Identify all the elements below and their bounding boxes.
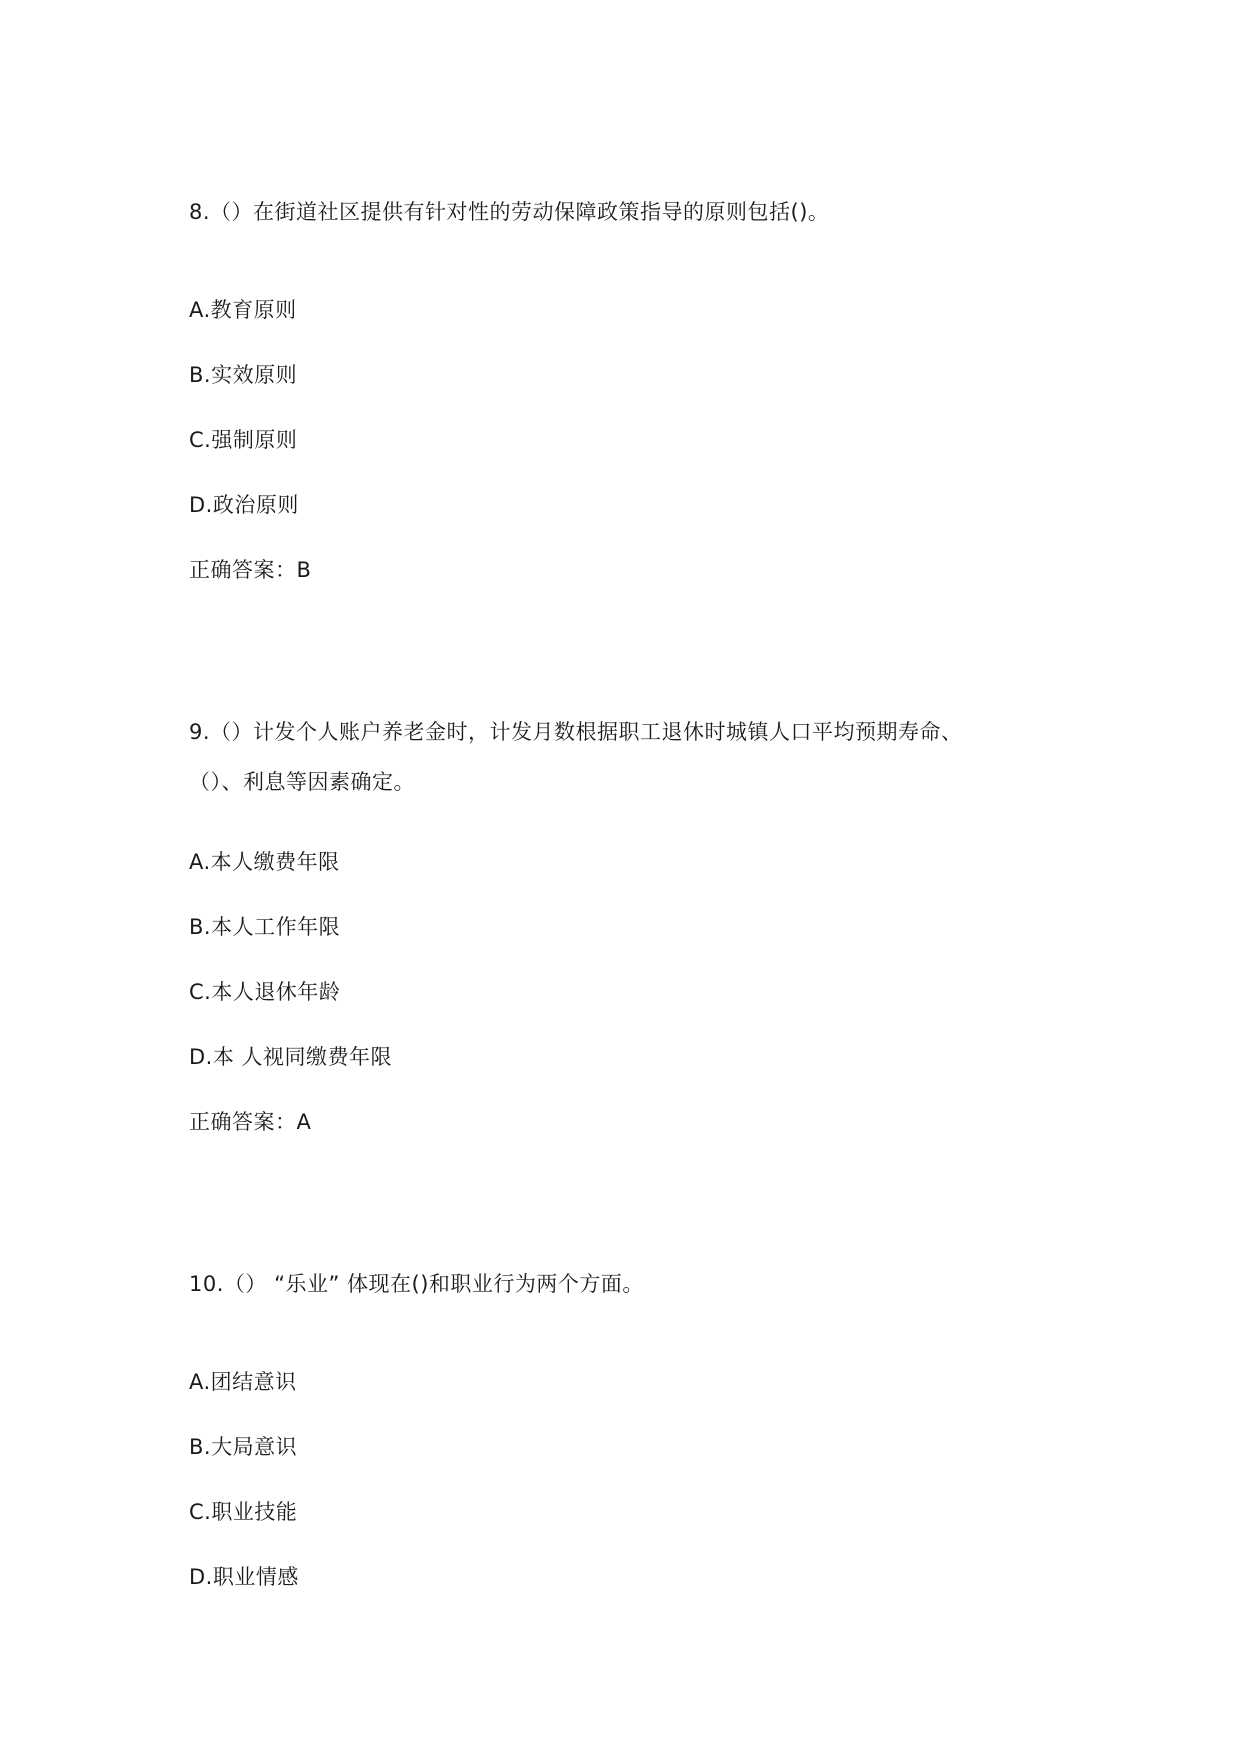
question-10-option-a: A.团结意识 [189, 1370, 297, 1394]
question-8-option-a: A.教育原则 [189, 298, 297, 322]
question-9-stem-line-2: （）、利息等因素确定。 [189, 770, 415, 794]
question-9-option-d: D.本 人视同缴费年限 [189, 1045, 393, 1069]
question-10-option-c: C.职业技能 [189, 1500, 298, 1524]
question-8-option-b: B.实效原则 [189, 363, 298, 387]
question-10-option-d: D.职业情感 [189, 1565, 299, 1589]
question-9-option-a: A.本人缴费年限 [189, 850, 340, 874]
question-8-option-d: D.政治原则 [189, 493, 299, 517]
question-9-option-b: B.本人工作年限 [189, 915, 341, 939]
question-10-option-b: B.大局意识 [189, 1435, 298, 1459]
question-10-stem: 10.（） “乐业” 体现在()和职业行为两个方面。 [189, 1272, 644, 1296]
question-9-stem-line-1: 9.（）计发个人账户养老金时，计发月数根据职工退休时城镇人口平均预期寿命、 [189, 720, 963, 744]
question-8-stem: 8.（）在街道社区提供有针对性的劳动保障政策指导的原则包括()。 [189, 200, 830, 224]
question-9-answer: 正确答案：A [189, 1110, 312, 1134]
question-9-option-c: C.本人退休年龄 [189, 980, 341, 1004]
question-8-answer: 正确答案：B [189, 558, 312, 582]
question-8-option-c: C.强制原则 [189, 428, 298, 452]
